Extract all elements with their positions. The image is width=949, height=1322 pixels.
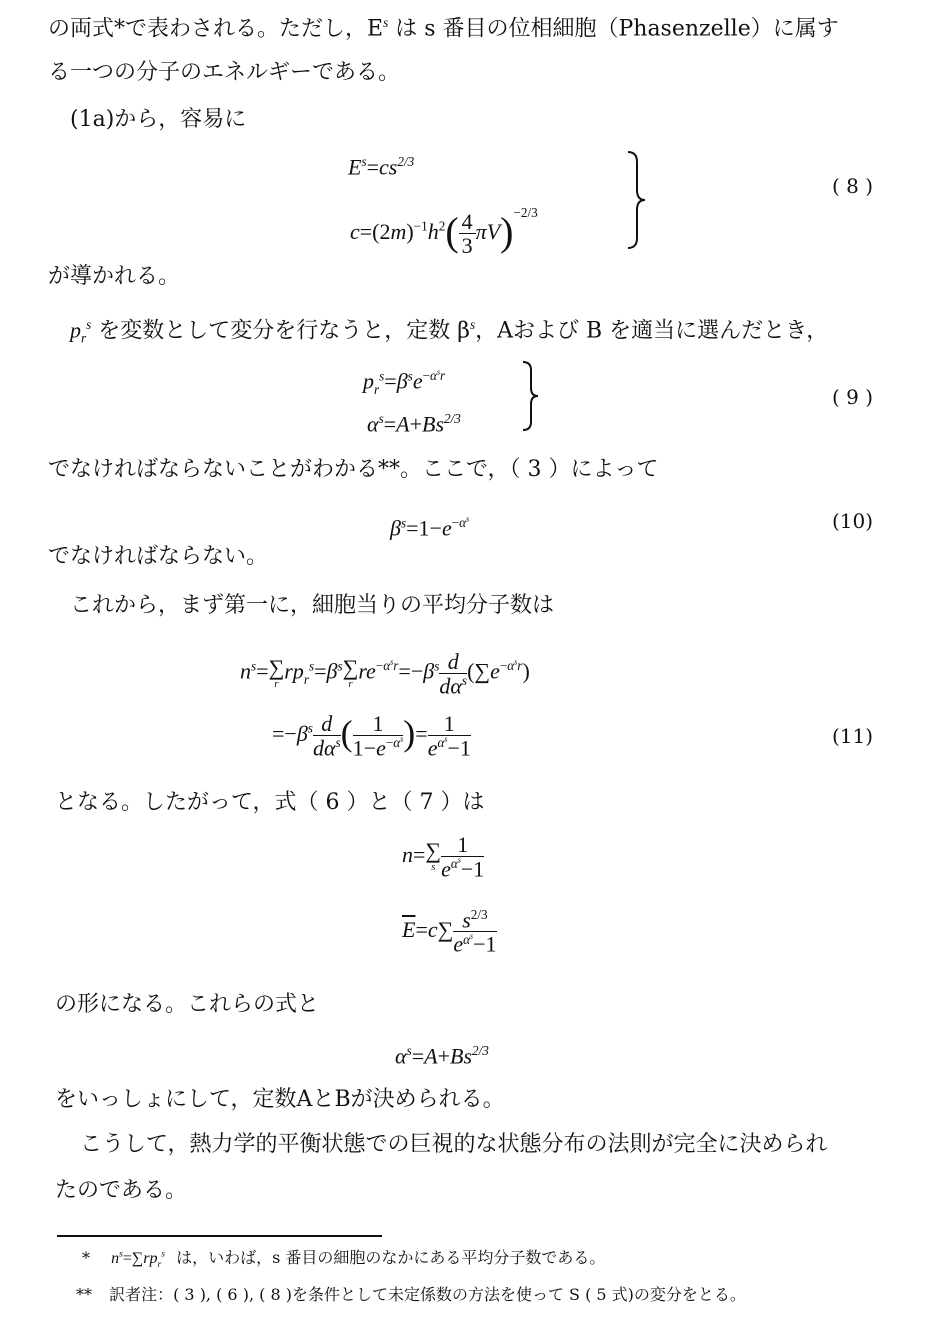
superscript: s xyxy=(86,317,92,332)
equation-number-10: (10) xyxy=(832,509,874,533)
equation-number-9: ( 9 ) xyxy=(832,385,874,409)
text-line-11: をいっしょにして，定数AとBが決められる。 xyxy=(55,1087,505,1112)
footnote-2-text: 訳者注：( 3 ), ( 6 ), ( 8 )を条件として未定係数の方法を使って S ( 5 式)の変分をとる。 xyxy=(109,1285,746,1304)
superscript: s xyxy=(470,317,476,332)
eq-n-sum: n= ∑ s $\frac{1}{e^{\alpha^s}-1}$ xyxy=(402,832,485,882)
p-symbol: p xyxy=(70,317,81,343)
equation-number-11: (11) xyxy=(832,724,874,748)
text-line-3: (1a)から，容易に xyxy=(70,107,247,132)
equation-number-8: ( 8 ) xyxy=(832,174,874,198)
text-line-8: これから，まず第一に，細胞当りの平均分子数は xyxy=(70,593,555,618)
text-line-5 xyxy=(70,310,828,354)
text-line-7: でなければならない。 xyxy=(48,544,269,569)
text-line-13: たのである。 xyxy=(55,1178,188,1203)
eq8-line2: $c=(2m)^{-1}h^2$( $\frac{4}{3}$ πV)$^{-2/3}$ xyxy=(350,205,538,259)
text-line-12: こうして，熱力学的平衡状態での巨視的な状態分布の法則が完全に決められ xyxy=(80,1132,828,1157)
text-line-5b: ，Aおよび B を適当に選んだとき， xyxy=(475,318,829,344)
footnote-1-formula: $n^s=\sum rp_r^s$ xyxy=(111,1249,165,1271)
eq9-line1: $p_r^s=\beta^se^{-\alpha^sr}$ xyxy=(363,368,446,398)
text-line-2: る一つの分子のエネルギーである。 xyxy=(48,60,401,85)
text-line-5a: を変数として変分を行なうと，定数 β xyxy=(91,318,470,344)
footnote-1-mark: * xyxy=(82,1248,90,1268)
eq9-brace xyxy=(520,360,542,432)
footnote-rule xyxy=(57,1235,382,1237)
text-line-10: の形になる。これらの式と xyxy=(55,992,320,1017)
eq11-line1: $n^s=$ ∑ r $rp_r^s=\beta^s$ ∑ r $re^{-\alpha^sr}=-\beta^s$ $\frac{d}{d\alpha^s}$ $(\sum e^{-\alpha^sr})$ xyxy=(240,648,530,699)
text-line-4: が導かれる。 xyxy=(48,264,181,289)
eq-e-bar: $\overline{E}=c\sum$ $\frac{s^{2/3}}{e^{\alpha^s}-1}$ xyxy=(402,907,497,958)
text-line-1b: は s 番目の位相細胞（Phasenzelle）に属す xyxy=(388,16,839,42)
footnote-2 xyxy=(76,1284,746,1306)
footnote-1 xyxy=(82,1244,605,1277)
subscript: r xyxy=(81,330,87,346)
eq8-brace xyxy=(625,150,649,250)
footnote-2-mark: ** xyxy=(76,1285,92,1304)
text-line-6: でなければならないことがわかる**。ここで，（ 3 ）によって xyxy=(48,457,659,482)
text-line-9: となる。したがって，式（ 6 ）と（ 7 ）は xyxy=(55,790,485,815)
superscript: s xyxy=(383,15,389,30)
text-line-1 xyxy=(48,8,839,44)
eq8-line1: $E^s=cs^{2/3}$ xyxy=(348,154,415,180)
eq9-line2: $\alpha^s=A+Bs^{2/3}$ xyxy=(367,411,461,437)
eq11-line2: $=-\beta^s$ $\frac{d}{d\alpha^s}$ ( $\frac{1}{1-e^{-\alpha^s}}$ )= $\frac{1}{e^{\alpha^s}-1}$ xyxy=(272,711,471,761)
text-line-1a: の両式*で表わされる。ただし，E xyxy=(48,16,384,42)
eq-alpha: $\alpha^s=A+Bs^{2/3}$ xyxy=(395,1043,489,1069)
footnote-1-text: は，いわば，s 番目の細胞のなかにある平均分子数である。 xyxy=(176,1248,606,1268)
eq10: $\beta^s=1-e^{-\alpha^s}$ xyxy=(390,515,470,541)
